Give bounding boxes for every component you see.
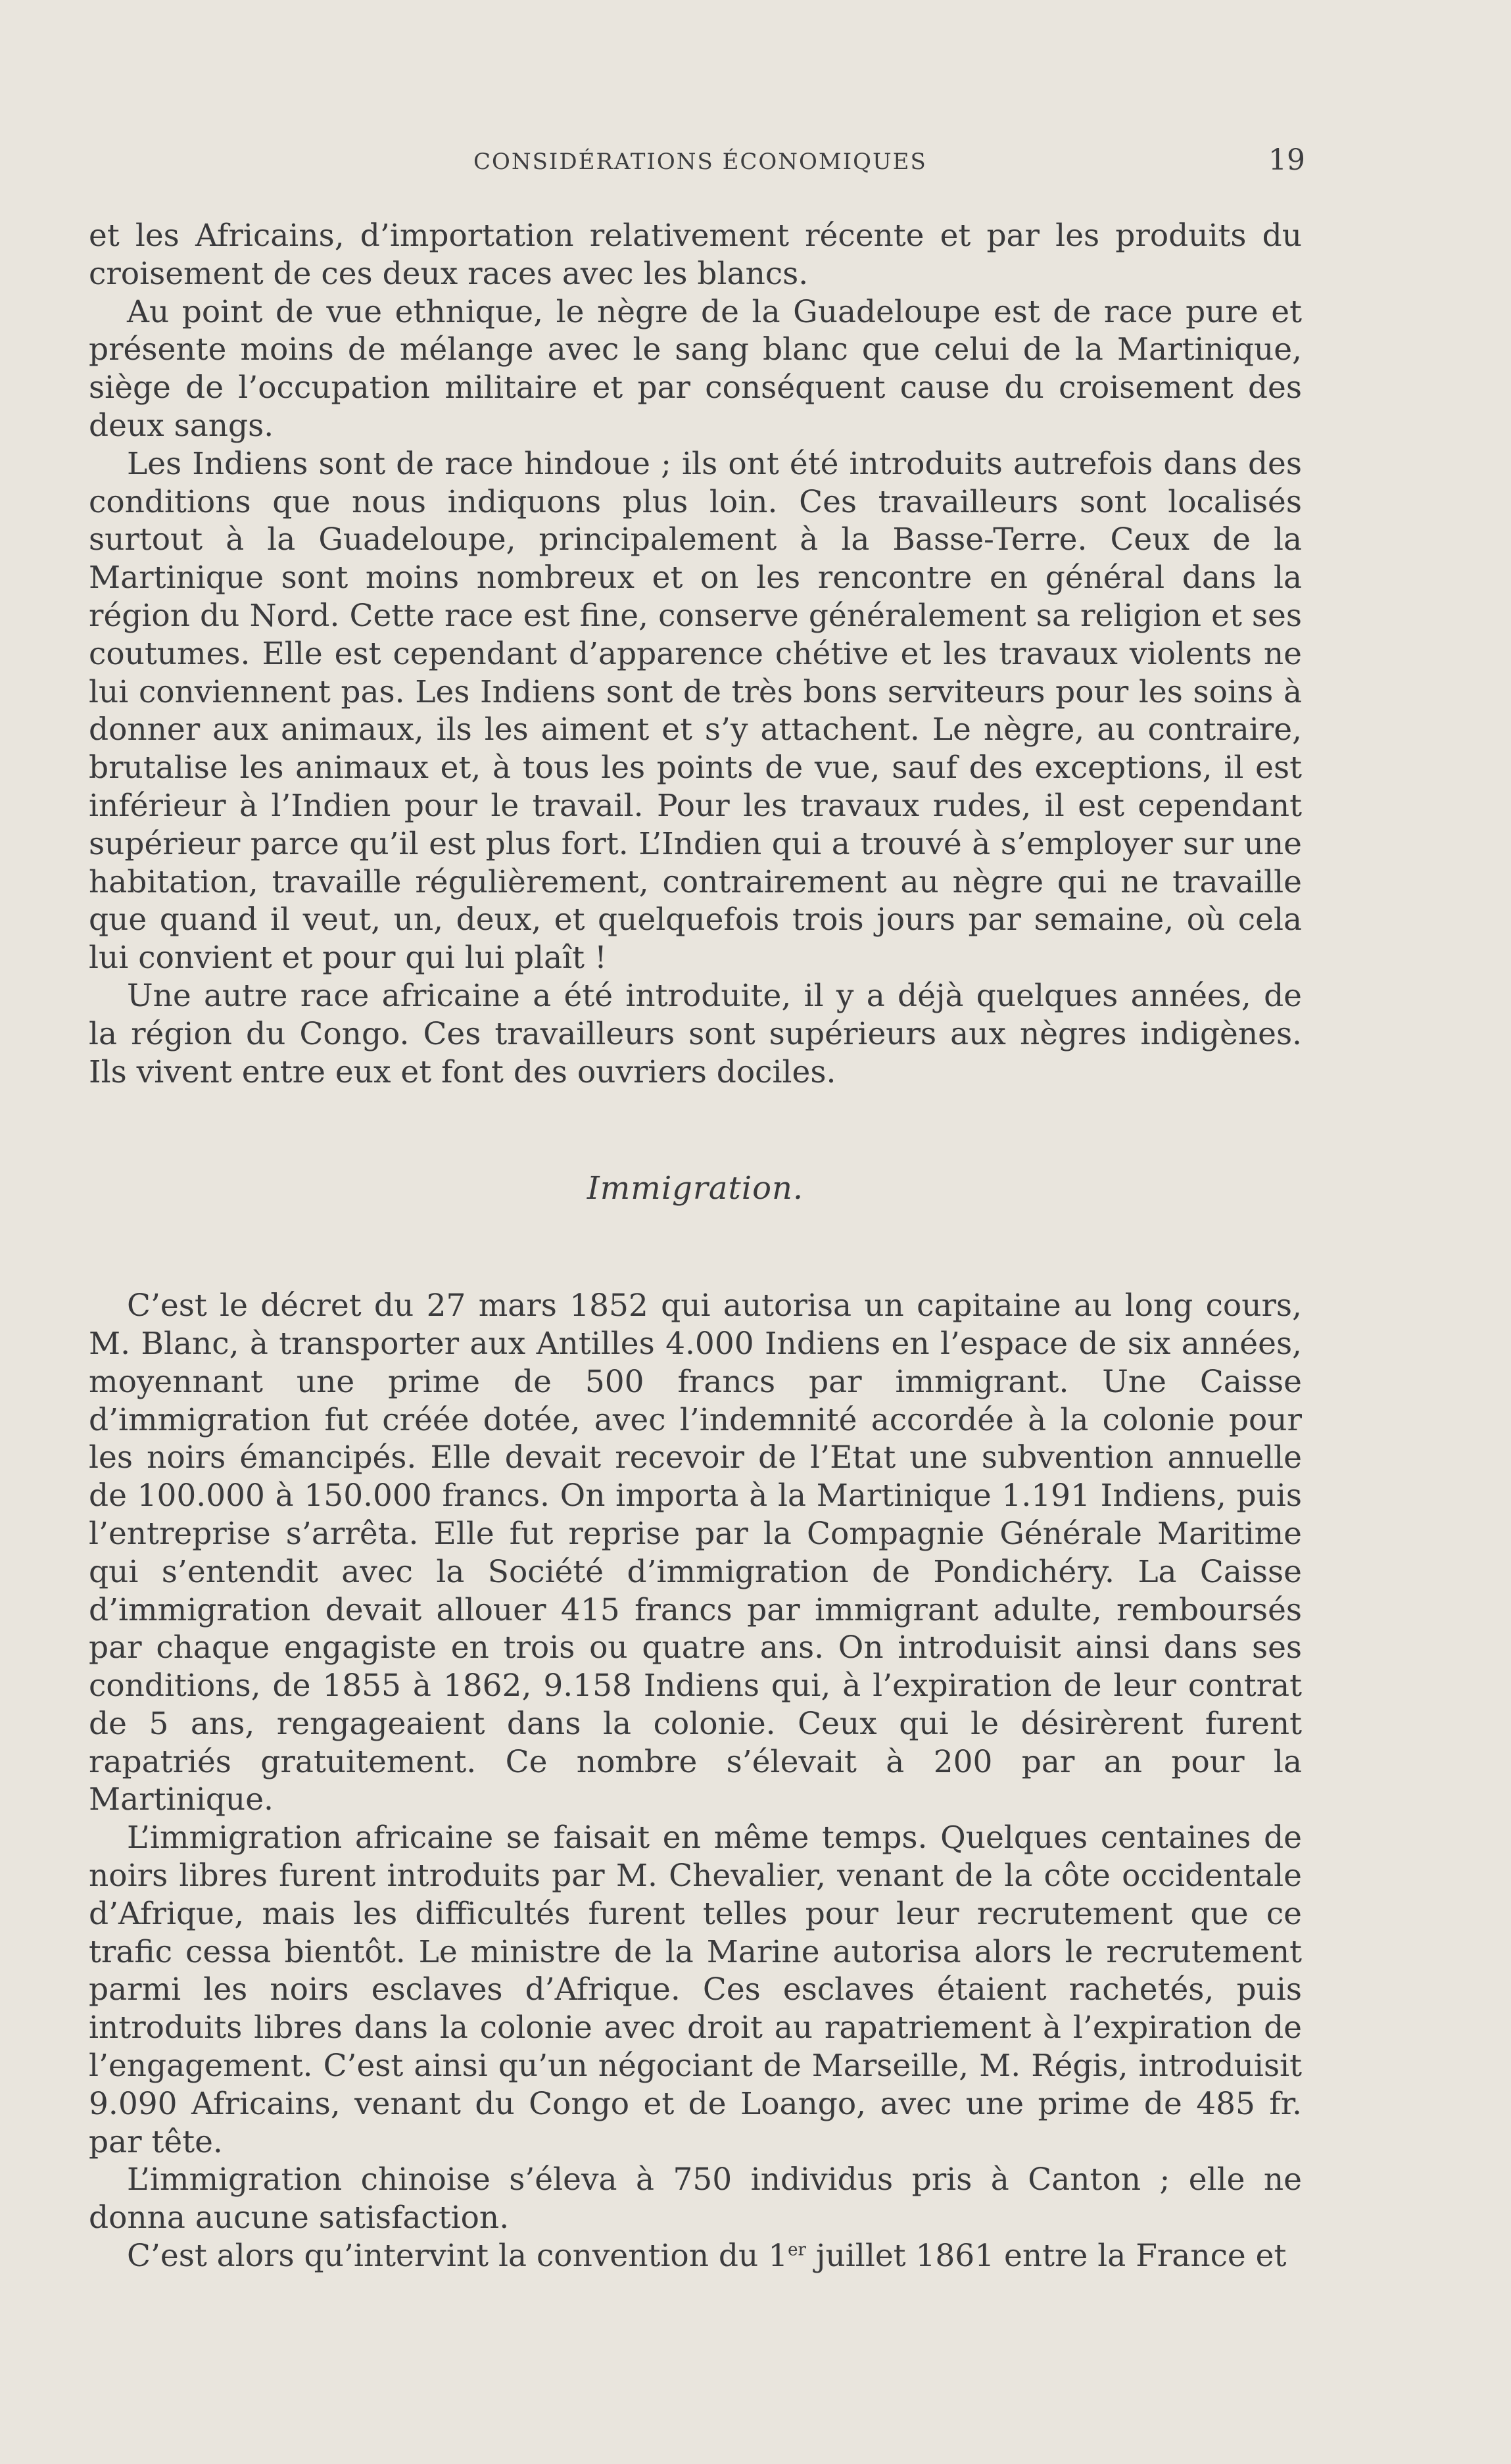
text-run: C’est alors qu’intervint la convention du 1 [127,2238,788,2275]
paragraph: L’immigration chinoise s’éleva à 750 individus pris à Canton ; elle ne donna aucune satisfaction. [89,2162,1302,2236]
paragraph: C’est le décret du 27 mars 1852 qui autorisa un capitaine au long cours, M. Blanc, à transporter aux Antilles 4.000 Indiens en l’espace de six années, moyennant une prime de 500 francs par immigrant. Une Caisse d’immigration fut créée dotée, avec l’indemnité accordée à la colonie pour les noirs émancipés. Elle devait recevoir de l’Etat une subvention annuelle de 100.000 à 150.000 francs. On importa à la Martinique 1.191 Indiens, puis l’entreprise s’arrêta. Elle fut reprise par la Compagnie Générale Maritime qui s’entendit avec la Société d’immigration de Pondichéry. La Caisse d’immigration devait allouer 415 francs par immigrant adulte, remboursés par chaque engagiste en trois ou quatre ans. On introduisit ainsi dans ses conditions, de 1855 à 1862, 9.158 Indiens qui, à l’expiration de leur contrat de 5 ans, rengageaient dans la colonie. Ceux qui le désirèrent furent rapatriés gratuitement. Ce nombre s’élevait à 200 par an pour la Martinique. [89,1288,1302,1818]
paragraph: Les Indiens sont de race hindoue ; ils ont été introduits autrefois dans des conditions que nous indiquons plus loin. Ces travailleurs sont localisés surtout à la Guadeloupe, principalement à la Basse-Terre. Ceux de la Martinique sont moins nombreux et on les rencontre en général dans la région du Nord. Cette race est fine, conserve généralement sa religion et ses coutumes. Elle est cependant d’apparence chétive et les travaux violents ne lui conviennent pas. Les Indiens sont de très bons serviteurs pour les soins à donner aux animaux, ils les aiment et s’y attachent. Le nègre, au contraire, brutalise les animaux et, à tous les points de vue, sauf des exceptions, il est inférieur à l’Indien pour le travail. Pour les travaux rudes, il est cependant supérieur parce qu’il est plus fort. L’Indien qui a trouvé à s’employer sur une habitation, travaille régulièrement, contrairement au nègre qui ne travaille que quand il veut, un, deux, et quelquefois trois jours par semaine, où cela lui convient et pour qui lui plaît ! [89,445,1302,977]
running-title: CONSIDÉRATIONS ÉCONOMIQUES [473,149,927,175]
ordinal-superscript: er [788,2240,806,2260]
page-number: 19 [1268,143,1305,177]
body-text [89,217,1302,2275]
text-run: juillet 1861 entre la France et [805,2238,1287,2275]
paragraph: L’immigration africaine se faisait en même temps. Quelques centaines de noirs libres furent introduits par M. Chevalier, venant de la côte occidentale d’Afrique, mais les difficultés furent telles pour leur recrutement que ce trafic cessa bientôt. Le ministre de la Marine autorisa alors le recrutement parmi les noirs esclaves d’Afrique. Ces esclaves étaient rachetés, puis introduits libres dans la colonie avec droit au rapatriement à l’expiration de l’engagement. C’est ainsi qu’un négociant de Marseille, M. Régis, introduisit 9.090 Africains, venant du Congo et de Loango, avec une prime de 485 fr. par tête. [89,1820,1302,2160]
page-header [92,143,1305,183]
paragraph: Une autre race africaine a été introduite, il y a déjà quelques années, de la région du Congo. Ces travailleurs sont supérieurs aux nègres indigènes. Ils vivent entre eux et font des ouvriers dociles. [89,977,1302,1090]
section-heading: Immigration. [587,1170,804,1207]
paragraph: et les Africains, d’importation relativement récente et par les produits du croisement de ces deux races avec les blancs. [89,218,1302,292]
paragraph-last [89,2237,1302,2275]
paragraph: Au point de vue ethnique, le nègre de la Guadeloupe est de race pure et présente moins de mélange avec le sang blanc que celui de la Martinique, siège de l’occupation militaire et par conséquent cause du croisement des deux sangs. [89,293,1302,444]
